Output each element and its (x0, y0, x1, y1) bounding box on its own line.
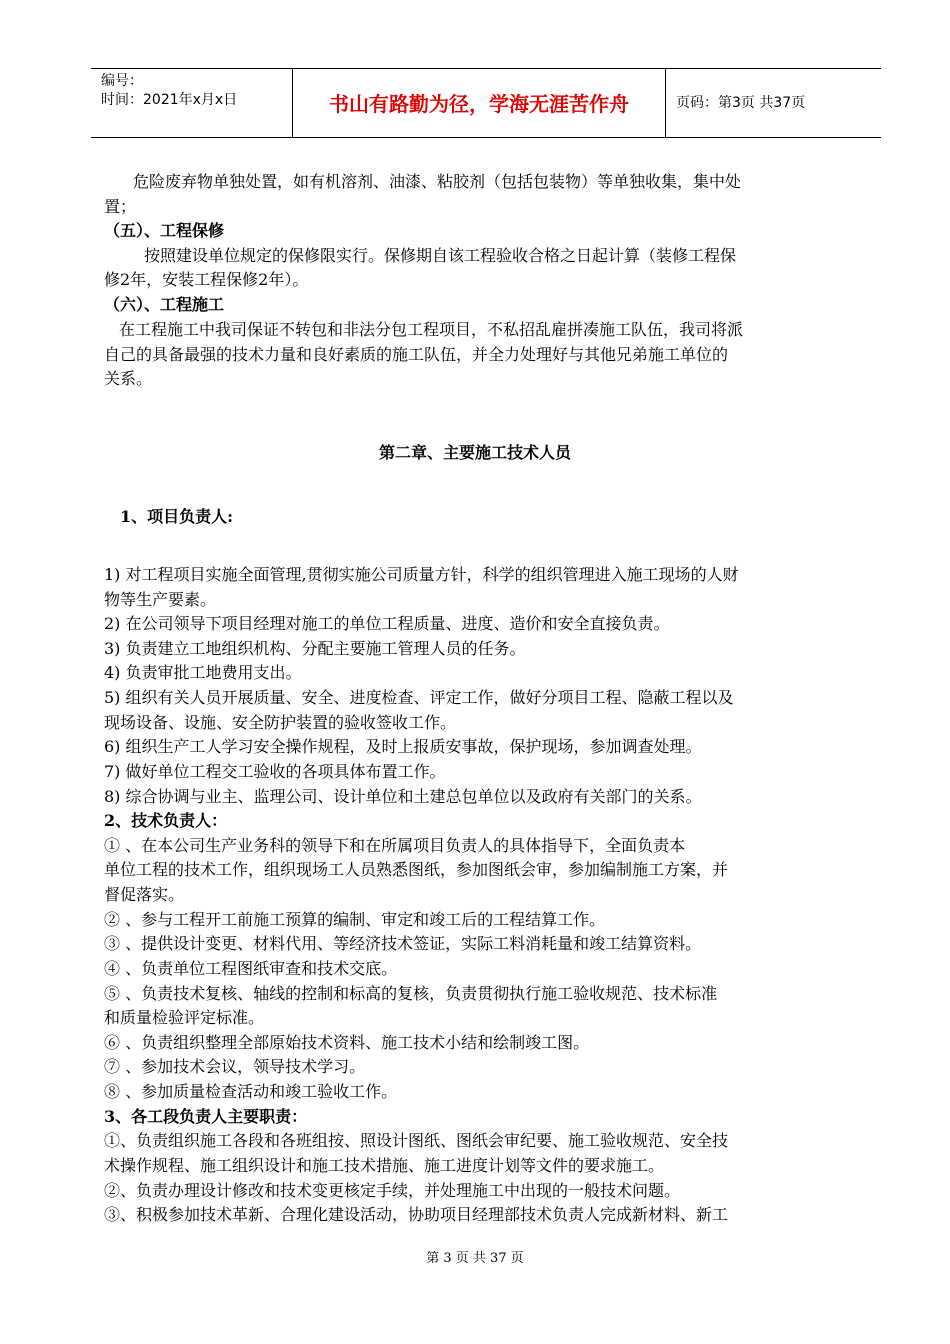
header-meta-cell (91, 69, 293, 137)
list-item: 3) 负责建立工地组织机构、分配主要施工管理人员的任务。 (104, 639, 526, 658)
list-item: ⑧ 、参加质量检查活动和竣工验收工作。 (104, 1082, 398, 1101)
list-item: ② 、参与工程开工前施工预算的编制、审定和竣工后的工程结算工作。 (104, 910, 606, 929)
list-item: ⑦ 、参加技术会议，领导技术学习。 (104, 1057, 366, 1076)
list-item: ②、负责办理设计修改和技术变更核定手续，并处理施工中出现的一般技术问题。 (104, 1181, 681, 1200)
text-line: 修2年，安装工程保修2年）。 (104, 270, 309, 289)
list-item: ④ 、负责单位工程图纸审查和技术交底。 (104, 959, 398, 978)
list-item: 2) 在公司领导下项目经理对施工的单位工程质量、进度、造价和安全直接负责。 (104, 614, 670, 633)
text-line: 关系。 (104, 369, 153, 388)
section-heading: （六）、工程施工 (104, 295, 225, 314)
list-item: 6) 组织生产工人学习安全操作规程，及时上报质安事故，保护现场，参加调查处理。 (104, 737, 702, 756)
text-line: 和质量检验评定标准。 (104, 1008, 265, 1027)
header-motto-cell (293, 69, 666, 137)
text-line: 自己的具备最强的技术力量和良好素质的施工队伍，并全力处理好与其他兄弟施工单位的 (104, 345, 729, 364)
text-line: 在工程施工中我司保证不转包和非法分包工程项目，不私招乱雇拼凑施工队伍，我司将派 (119, 320, 744, 339)
list-item: 1) 对工程项目实施全面管理,贯彻实施公司质量方针，科学的组织管理进入施工现场的人财 (104, 565, 739, 584)
list-item: ③ 、提供设计变更、材料代用、等经济技术签证，实际工料消耗量和竣工结算资料。 (104, 934, 702, 953)
text-line: 术操作规程、施工组织设计和施工技术措施、施工进度计划等文件的要求施工。 (104, 1156, 665, 1175)
header-page-label: 页码：第3页 共37页 (676, 95, 806, 111)
list-item: 8) 综合协调与业主、监理公司、设计单位和土建总包单位以及政府有关部门的关系。 (104, 787, 702, 806)
page-footer: 第 3 页 共 37 页 (426, 1251, 524, 1266)
section-heading: 1、项目负责人: (120, 507, 234, 526)
list-item: ③、积极参加技术革新、合理化建设活动，协助项目经理部技术负责人完成新材料、新工 (104, 1205, 729, 1224)
text-line: 置； (104, 197, 137, 216)
list-item: 7) 做好单位工程交工验收的各项具体布置工作。 (104, 762, 446, 781)
header-page-cell (666, 69, 881, 137)
text-line: 单位工程的技术工作，组织现场工人员熟悉图纸，参加图纸会审，参加编制施工方案，并 (104, 860, 729, 879)
text-line: 按照建设单位规定的保修限实行。保修期自该工程验收合格之日起计算（装修工程保 (144, 246, 737, 265)
list-item: ①、负责组织施工各段和各班组按、照设计图纸、图纸会审纪要、施工验收规范、安全技 (104, 1131, 729, 1150)
chapter-title: 第二章、主要施工技术人员 (378, 443, 571, 462)
list-item: ① 、在本公司生产业务科的领导下和在所属项目负责人的具体指导下，全面负责本 (104, 836, 686, 855)
text-line: 现场设备、设施、安全防护装置的验收签收工作。 (104, 713, 457, 732)
text-line: 物等生产要素。 (104, 590, 217, 609)
header-motto: 书山有路勤为径，学海无涯苦作舟 (329, 92, 629, 116)
page-header (91, 68, 881, 138)
list-item: 4) 负责审批工地费用支出。 (104, 663, 302, 682)
doc-code-label: 编号： (101, 73, 143, 89)
section-heading: 2、技术负责人： (104, 811, 228, 830)
section-heading: （五）、工程保修 (104, 221, 225, 240)
text-line: 督促落实。 (104, 885, 185, 904)
list-item: 5) 组织有关人员开展质量、安全、进度检查、评定工作，做好分项目工程、隐蔽工程以及 (104, 688, 734, 707)
list-item: ⑥ 、负责组织整理全部原始技术资料、施工技术小结和绘制竣工图。 (104, 1033, 590, 1052)
list-item: ⑤ 、负责技术复核、轴线的控制和标高的复核，负责贯彻执行施工验收规范、技术标准 (104, 984, 718, 1003)
doc-time-label: 时间：2021年x月x日 (101, 92, 238, 108)
text-line: 危险废弃物单独处置，如有机溶剂、油漆、粘胶剂（包括包装物）等单独收集，集中处 (133, 172, 742, 191)
section-heading: 3、各工段负责人主要职责： (104, 1107, 308, 1126)
